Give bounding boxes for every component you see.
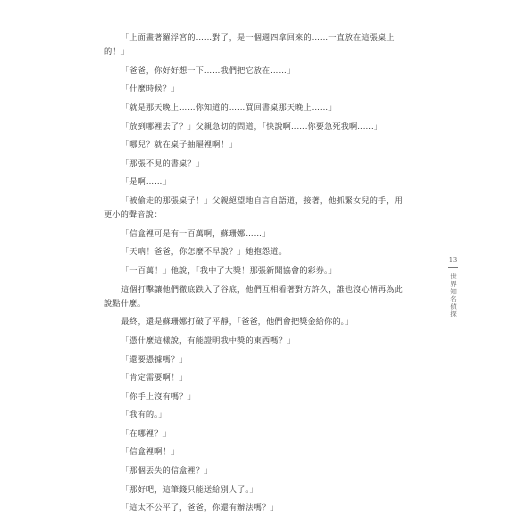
paragraph: 「那好吧，這筆錢只能送給別人了。」 bbox=[121, 483, 258, 494]
paragraph: 這個打擊讓他們徹底跌入了谷底，他們互相看著對方許久，誰也沒心情再為此說點什麼。 bbox=[104, 283, 403, 308]
paragraph: 「一百萬！」他說，「我中了大獎！那張新聞協會的彩券。」 bbox=[121, 264, 337, 275]
paragraph: 「天吶！爸爸，你怎麼不早說？」她抱怨道。 bbox=[121, 246, 287, 257]
paragraph: 「就是那天晚上……你知道的……買回書桌那天晚上……」 bbox=[121, 101, 337, 112]
paragraph: 「那張不見的書桌？」 bbox=[121, 157, 204, 168]
paragraph: 最終，還是蘇珊娜打破了平靜，「爸爸，他們會把獎金給你的。」 bbox=[121, 316, 354, 327]
paragraph: 「被偷走的那張桌子！」父親絕望地自言自語道，接著，他抓緊女兒的手，用更小的聲音說： bbox=[104, 194, 403, 220]
paragraph: 「信盒裡可是有一百萬啊，蘇珊娜……」 bbox=[121, 227, 271, 238]
paragraph: 「爸爸，你好好想一下……我們把它放在……」 bbox=[121, 64, 296, 75]
paragraph: 「憑什麼這樣說，有能證明我中獎的東西嗎？」 bbox=[121, 334, 296, 345]
paragraph: 「哪兒？就在桌子抽屜裡啊！」 bbox=[121, 139, 238, 150]
page-number: 13 bbox=[448, 256, 458, 264]
paragraph: 「那個丟失的信盒裡？」 bbox=[121, 465, 213, 476]
paragraph: 「在哪裡？」 bbox=[121, 427, 171, 438]
divider bbox=[448, 267, 458, 268]
paragraph: 「上面畫著羅浮宮的……對了，是一個週四拿回來的……一直放在這張桌上的！」 bbox=[104, 32, 395, 57]
body-text bbox=[104, 30, 404, 519]
paragraph: 「這太不公平了，爸爸，你還有辦法嗎？」 bbox=[121, 502, 279, 513]
paragraph: 「是啊……」 bbox=[121, 176, 171, 187]
paragraph: 「什麼時候？」 bbox=[121, 83, 180, 94]
paragraph: 「信盒裡啊！」 bbox=[121, 446, 180, 457]
paragraph: 「肯定需要啊！」 bbox=[121, 372, 188, 383]
paragraph: 「放到哪裡去了？」父親急切的問道，「快說啊……你要急死我啊……」 bbox=[121, 120, 383, 131]
paragraph: 「我有的。」 bbox=[121, 409, 167, 420]
paragraph: 「你手上沒有嗎？」 bbox=[121, 390, 196, 401]
running-title: 世界知名偵探 bbox=[449, 273, 457, 318]
page-sidebar bbox=[440, 256, 466, 320]
paragraph: 「還要憑據嗎？」 bbox=[121, 353, 188, 364]
